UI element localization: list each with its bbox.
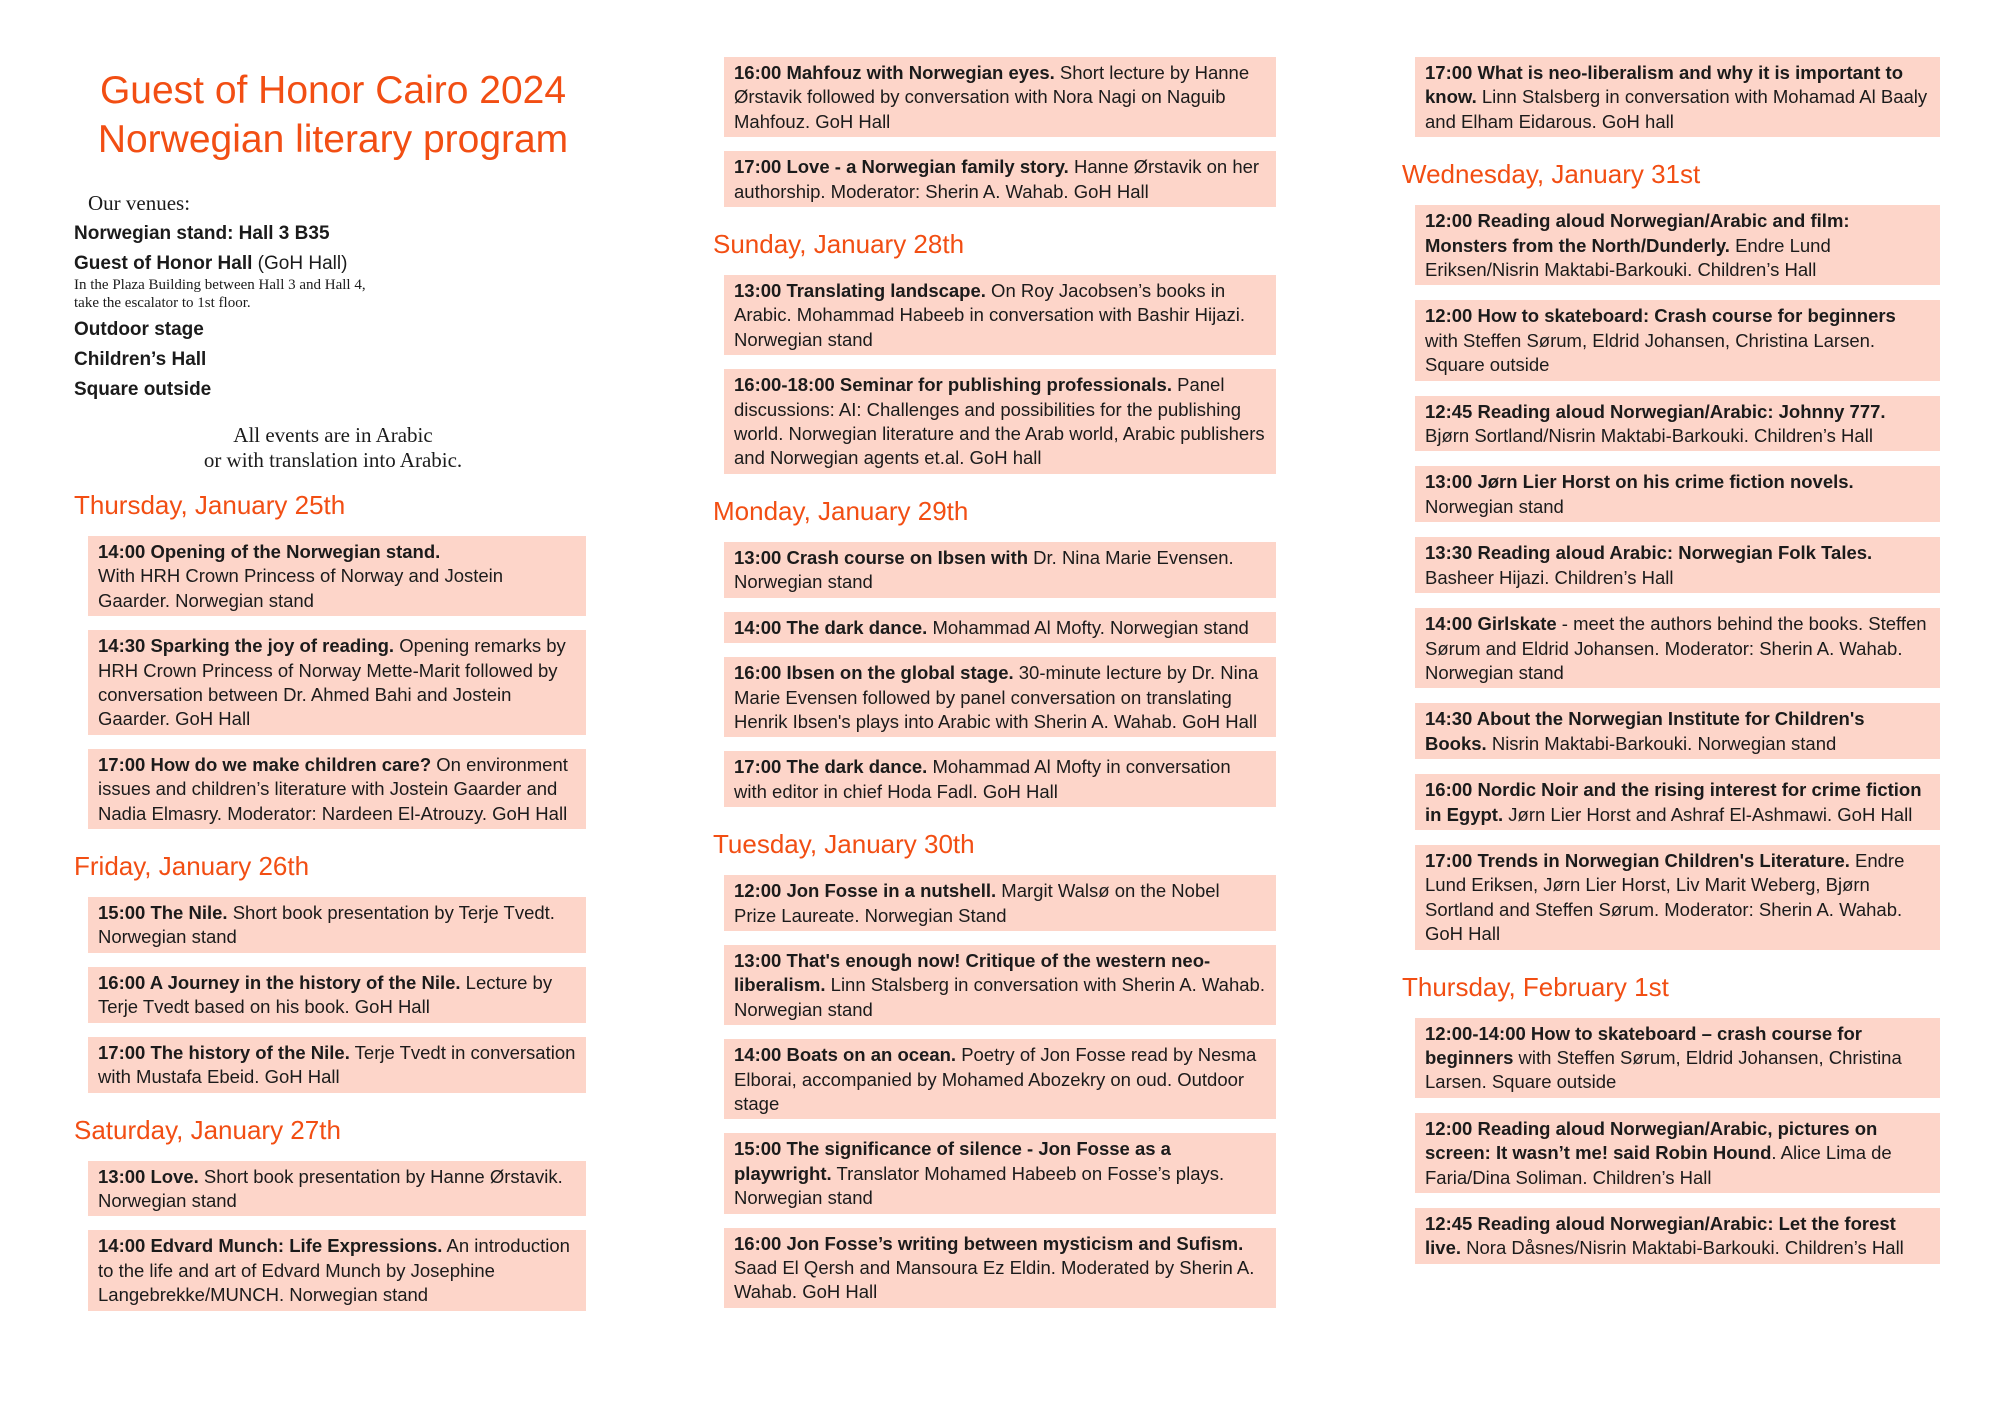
event-title: 12:00 Reading aloud Norwegian/Arabic and film: Monsters from the North/Dunderly. — [1425, 210, 1850, 256]
event-details: Dr. Nina Marie Evensen. Norwegian stand — [734, 546, 1234, 593]
event-details: Endre Lund Eriksen/Nisrin Maktabi-Barkouki. Children’s Hall — [1425, 234, 1831, 281]
event-item — [724, 875, 1276, 931]
day-heading: Friday, January 26th — [74, 851, 310, 882]
event-title: 15:00 The Nile. — [98, 902, 228, 924]
event-title: 13:00 Jørn Lier Horst on his crime fiction novels. — [1425, 471, 1854, 493]
event-title: 14:00 Girlskate — [1425, 613, 1557, 635]
event-details: Translator Mohamed Habeeb on Fosse’s plays. Norwegian stand — [734, 1162, 1225, 1209]
event-details: with Steffen Sørum, Eldrid Johansen, Christina Larsen. Square outside — [1425, 1046, 1902, 1093]
event-item — [1415, 300, 1940, 380]
event-details: with Steffen Sørum, Eldrid Johansen, Christina Larsen. Square outside — [1425, 329, 1876, 376]
day-heading: Monday, January 29th — [713, 495, 969, 526]
day-heading: Tuesday, January 30th — [713, 829, 975, 860]
event-details: Mohammad Al Mofty in conversation with editor in chief Hoda Fadl. GoH Hall — [734, 756, 1231, 802]
event-item — [88, 967, 586, 1023]
event-item — [724, 542, 1276, 598]
language-note-line-2: or with translation into Arabic. — [203, 448, 463, 472]
event-title: 14:00 Edvard Munch: Life Expressions. — [98, 1235, 443, 1257]
event-title: 14:00 The dark dance. — [734, 616, 928, 638]
program-column-2 — [713, 57, 1283, 1322]
event-item — [724, 275, 1276, 355]
event-item — [1415, 396, 1940, 452]
event-item — [88, 536, 586, 616]
event-details: Short lecture by Hanne Ørstavik followed by conversation with Nora Nagi on Naguib Mahfouz. GoH Hall — [734, 62, 1250, 132]
day-heading: Thursday, January 25th — [74, 490, 346, 520]
event-details: Jørn Lier Horst and Ashraf El-Ashmawi. GoH Hall — [1503, 803, 1913, 825]
event-details: Norwegian stand — [1425, 495, 1564, 517]
event-details: . Alice Lima de Faria/Dina Soliman. Children’s Hall — [1425, 1142, 1892, 1188]
event-title: 13:00 Love. — [98, 1165, 199, 1187]
event-details: 30-minute lecture by Dr. Nina Marie Evensen followed by panel conversation on translating Henrik Ibsen's plays into Arabic with Sherin A. Wahab. GoH Hall — [734, 662, 1259, 732]
event-details: Poetry of Jon Fosse read by Nesma Elborai, accompanied by Mohamed Abozekry on oud. Outdoor stage — [734, 1044, 1257, 1114]
event-item — [1415, 774, 1940, 830]
event-title: 12:00 Reading aloud Norwegian/Arabic, pictures on screen: It wasn’t me! said Robin Hound — [1425, 1117, 1878, 1164]
venue-note: In the Plaza Building between Hall 3 and Hall 4, take the escalator to 1st floor. — [74, 277, 366, 311]
venues-list — [74, 190, 594, 402]
event-details: Linn Stalsberg in conversation with Mohamad Al Baaly and Elham Eidarous. GoH hall — [1425, 86, 1928, 132]
event-title: 17:00 Trends in Norwegian Children's Literature. — [1425, 849, 1850, 871]
event-item — [88, 1037, 586, 1093]
event-title: 13:00 Translating landscape. — [734, 280, 986, 302]
event-details: Terje Tvedt in conversation with Mustafa Ebeid. GoH Hall — [98, 1041, 576, 1088]
event-details: Short book presentation by Terje Tvedt. Norwegian stand — [98, 902, 555, 948]
event-item — [88, 749, 586, 829]
day-heading: Saturday, January 27th — [74, 1114, 341, 1145]
event-title: 12:45 Reading aloud Norwegian/Arabic: Johnny 777. — [1425, 400, 1886, 422]
event-item — [1415, 845, 1940, 950]
venue-item — [74, 348, 594, 372]
event-title: 17:00 Love - a Norwegian family story. — [734, 156, 1069, 178]
event-item — [724, 151, 1276, 207]
program-column-1 — [74, 488, 594, 1325]
event-title: 17:00 The history of the Nile. — [98, 1041, 350, 1063]
venues-label: Our venues: — [88, 191, 191, 215]
event-item — [1415, 466, 1940, 522]
event-details: Short book presentation by Hanne Ørstavik. Norwegian stand — [98, 1165, 563, 1211]
event-title: 14:30 Sparking the joy of reading. — [98, 635, 395, 657]
event-details: Opening remarks by HRH Crown Princess of Norway Mette-Marit followed by conversation between Dr. Ahmed Bahi and Jostein Gaarder. GoH Hall — [98, 635, 566, 730]
event-title: 16:00 Mahfouz with Norwegian eyes. — [734, 62, 1055, 83]
event-item — [724, 369, 1276, 474]
event-details: Saad El Qersh and Mansoura Ez Eldin. Moderated by Sherin A. Wahab. GoH Hall — [734, 1257, 1255, 1303]
event-details: Margit Walsø on the Nobel Prize Laureate. Norwegian Stand — [734, 880, 1220, 926]
venue-name: Guest of Honor Hall — [74, 253, 253, 274]
event-title: 15:00 The significance of silence - Jon Fosse as a playwright. — [734, 1138, 1171, 1184]
event-details: On Roy Jacobsen’s books in Arabic. Mohammad Habeeb in conversation with Bashir Hijazi. Norwegian stand — [734, 280, 1246, 350]
title-line-1: Guest of Honor Cairo 2024 — [99, 69, 567, 112]
event-title: 13:00 That's enough now! Critique of the western neo-liberalism. — [734, 949, 1211, 996]
event-title: 13:00 Crash course on Ibsen with — [734, 546, 1029, 568]
event-details: Nisrin Maktabi-Barkouki. Norwegian stand — [1486, 732, 1837, 754]
event-item — [88, 1161, 586, 1217]
title-line-2: Norwegian literary program — [97, 118, 569, 161]
event-details: Hanne Ørstavik on her authorship. Moderator: Sherin A. Wahab. GoH Hall — [734, 156, 1260, 202]
event-details: Linn Stalsberg in conversation with Sherin A. Wahab. Norwegian stand — [734, 974, 1265, 1020]
event-details: Lecture by Terje Tvedt based on his book. GoH Hall — [98, 971, 553, 1018]
event-title: 12:00 How to skateboard: Crash course for beginners — [1425, 305, 1896, 327]
event-title: 16:00-18:00 Seminar for publishing professionals. — [734, 374, 1172, 396]
event-title: 17:00 How do we make children care? — [98, 753, 432, 775]
event-item — [1415, 205, 1940, 285]
event-item — [724, 57, 1276, 137]
venue-abbrev: (GoH Hall) — [252, 253, 348, 274]
event-title: 14:30 About the Norwegian Institute for Children's Books. — [1425, 708, 1865, 754]
event-item — [724, 1039, 1276, 1119]
venue-item — [74, 318, 594, 342]
venue-name: Norwegian stand: Hall 3 B35 — [74, 223, 330, 244]
event-details: With HRH Crown Princess of Norway and Jostein Gaarder. Norwegian stand — [98, 565, 504, 611]
program-column-3 — [1402, 57, 1947, 1279]
event-details: An introduction to the life and art of Edvard Munch by Josephine Langebrekke/MUNCH. Norwegian stand — [98, 1235, 570, 1306]
event-details: - meet the authors behind the books. Steffen Sørum and Eldrid Johansen. Moderator: Sherin A. Wahab. Norwegian stand — [1425, 613, 1927, 683]
event-item — [724, 612, 1276, 643]
event-item — [724, 751, 1276, 807]
page-title — [60, 66, 606, 164]
event-item — [724, 1228, 1276, 1308]
language-note — [60, 423, 606, 473]
event-item — [1415, 703, 1940, 759]
event-details: Endre Lund Eriksen, Jørn Lier Horst, Liv Marit Weberg, Bjørn Sortland and Steffen Sørum. Moderator: Sherin A. Wahab. GoH Hall — [1425, 849, 1905, 945]
event-item — [1415, 608, 1940, 688]
language-note-line-1: All events are in Arabic — [233, 423, 433, 447]
event-item — [724, 945, 1276, 1025]
venue-item — [74, 222, 594, 246]
event-details: Basheer Hijazi. Children’s Hall — [1425, 566, 1674, 588]
event-title: 14:00 Opening of the Norwegian stand. — [98, 541, 441, 562]
event-item — [88, 630, 586, 735]
event-item — [88, 1230, 586, 1310]
event-item — [1415, 1018, 1940, 1098]
event-details: Mohammad Al Mofty. Norwegian stand — [927, 616, 1249, 638]
day-heading: Thursday, February 1st — [1402, 971, 1669, 1002]
venue-name: Children’s Hall — [74, 349, 207, 370]
event-title: 12:45 Reading aloud Norwegian/Arabic: Let the forest live. — [1425, 1213, 1896, 1259]
event-item — [724, 657, 1276, 737]
event-title: 14:00 Boats on an ocean. — [734, 1044, 957, 1066]
event-details: On environment issues and children’s literature with Jostein Gaarder and Nadia Elmasry. Moderator: Nardeen El-Atrouzy. GoH Hall — [98, 753, 568, 824]
event-item — [1415, 57, 1940, 137]
event-title: 17:00 The dark dance. — [734, 756, 928, 778]
venue-item — [74, 378, 594, 402]
event-item — [1415, 537, 1940, 593]
day-heading: Wednesday, January 31st — [1402, 159, 1701, 190]
event-title: 12:00-14:00 How to skateboard – crash course for beginners — [1425, 1022, 1862, 1068]
event-item — [1415, 1113, 1940, 1193]
event-title: 17:00 What is neo-liberalism and why it is important to know. — [1425, 62, 1904, 108]
event-title: 16:00 A Journey in the history of the Nile. — [98, 971, 461, 993]
event-title: 16:00 Ibsen on the global stage. — [734, 662, 1014, 684]
venue-name: Outdoor stage — [74, 319, 204, 340]
event-item — [724, 1133, 1276, 1213]
event-title: 16:00 Nordic Noir and the rising interest for crime fiction in Egypt. — [1425, 779, 1922, 825]
event-title: 13:30 Reading aloud Arabic: Norwegian Folk Tales. — [1425, 542, 1873, 564]
event-details: Bjørn Sortland/Nisrin Maktabi-Barkouki. Children’s Hall — [1425, 425, 1873, 447]
event-item — [1415, 1208, 1940, 1264]
day-heading: Sunday, January 28th — [713, 229, 965, 260]
event-details: Nora Dåsnes/Nisrin Maktabi-Barkouki. Children’s Hall — [1461, 1237, 1904, 1259]
event-details: Panel discussions: AI: Challenges and possibilities for the publishing world. Norwegian literature and the Arab world, Arabic publishers and Norwegian agents et.al. GoH hall — [734, 374, 1265, 469]
venue-name: Square outside — [74, 379, 212, 400]
venue-item — [74, 252, 594, 276]
event-title: 12:00 Jon Fosse in a nutshell. — [734, 880, 997, 902]
event-item — [88, 897, 586, 953]
event-title: 16:00 Jon Fosse’s writing between mysticism and Sufism. — [734, 1232, 1244, 1254]
